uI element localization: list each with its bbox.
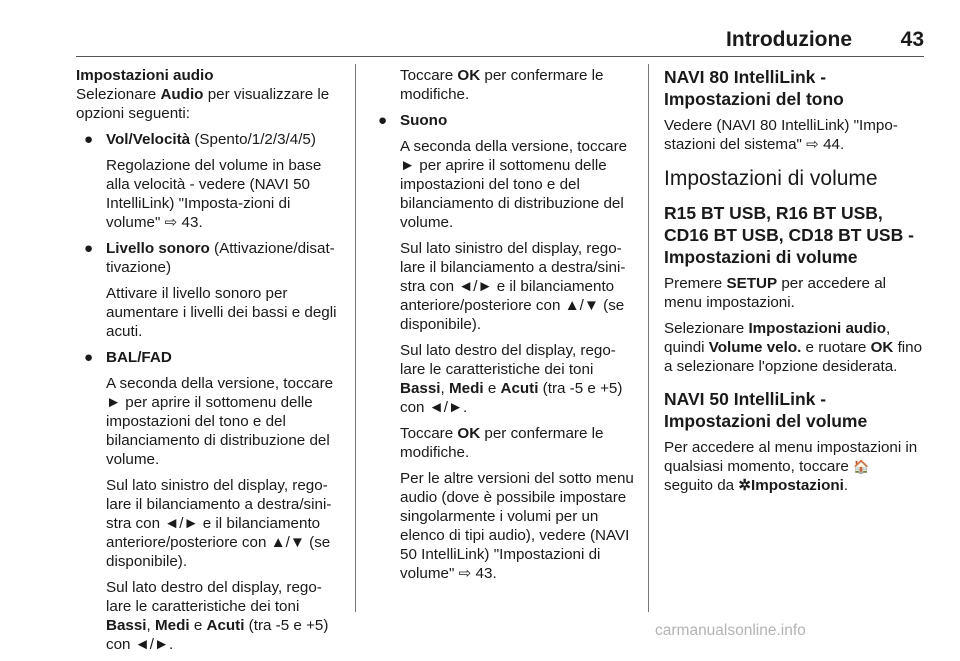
heading-volume-settings: Impostazioni di volume [664, 167, 878, 190]
column-divider-2 [648, 64, 649, 612]
heading-r15-volume: R15 BT USB, R16 BT USB, CD16 BT USB, CD18 BT USB - Impostazioni di volume [664, 203, 914, 267]
arrow-right-icon: ► [106, 394, 122, 411]
bullet-loudness: ● Livello sonoro (Attivazione/disat-tivazione) Attivare il livello sonoro per aumentare i livelli dei bassi e degli acuti. [84, 240, 337, 340]
home-icon: 🏠 [853, 459, 870, 474]
watermark: carmanualsonline.info [655, 622, 806, 639]
arrow-up-down-icon: ▲/▼ [564, 297, 599, 314]
column-2 [370, 66, 634, 590]
audio-settings-heading: Impostazioni audio [76, 67, 214, 84]
arrow-up-down-icon: ▲/▼ [270, 534, 305, 551]
bullet-icon: ● [378, 112, 388, 129]
bullet-icon: ● [84, 131, 94, 148]
r15-setup-text: Premere SETUP per accedere al menu impostazioni. [664, 275, 887, 311]
page-number: 43 [900, 28, 924, 51]
page-ref-icon: ⇨ [458, 565, 472, 582]
heading-navi50-volume: NAVI 50 IntelliLink - Impostazioni del volume [664, 389, 868, 431]
column-divider-1 [355, 64, 356, 612]
page-header [76, 28, 924, 54]
bullet-icon: ● [84, 240, 94, 257]
arrow-right-icon: ► [400, 157, 416, 174]
page-ref-icon: ⇨ [806, 136, 819, 153]
page-ref-icon: ⇨ [164, 214, 178, 231]
column-1 [76, 66, 342, 661]
column-3 [664, 66, 926, 502]
bullet-icon: ● [84, 349, 94, 366]
navi80-tone-text: Vedere (NAVI 80 IntelliLink) "Impo-stazioni del sistema" ⇨ 44. [664, 117, 898, 153]
audio-intro: Selezionare Audio per visualizzare le opzioni seguenti: [76, 86, 330, 122]
bullet-sound: ● Suono A seconda della versione, toccare ► per aprire il sottomenu delle impostazioni del tono e del bilanciamento di distribuzione del volume. Sul lato sinistro del display, rego-lare il bilanciamento a destra/sini-stra con ◄/► e il bilanciamento anteriore/posteriore con ▲/▼ (se disponibile). Sul lato destro del display, rego-lare le caratteristiche dei toni Bassi, Medi e Acuti (tra -5 e +5) con ◄/►. Toccare OK per confermare le modifiche. Per le altre versioni del sotto menu audio (dove è possibile impostare singolarmente i volumi per un elenco di tipi audio), vedere (NAVI 50 IntelliLink) "Impostazioni di volume" ⇨ 43. [378, 112, 634, 582]
section-title: Introduzione [726, 28, 852, 51]
bullet-continuation: Toccare OK per confermare le modifiche. [400, 67, 604, 103]
navi50-text: Per accedere al menu impostazioni in qualsiasi momento, toccare 🏠 seguito da ✲Impostazioni. [664, 439, 918, 494]
arrow-left-right-icon: ◄/► [428, 399, 464, 416]
bullet-bal-fad: ● BAL/FAD A seconda della versione, toccare ► per aprire il sottomenu delle impostazioni del tono e del bilanciamento di distribuzione del volume. Sul lato sinistro del display, rego-lare il bilanciamento a destra/sini-stra con ◄/► e il bilanciamento anteriore/posteriore con ▲/▼ (se disponibile). Sul lato destro del display, rego-lare le caratteristiche dei toni Bassi, Medi e Acuti (tra -5 e +5) con ◄/►. [84, 349, 334, 653]
header-rule [76, 56, 924, 57]
arrow-left-right-icon: ◄/► [134, 636, 170, 653]
gear-icon: ✲ [738, 477, 752, 494]
bullet-vol-speed: ● Vol/Velocità (Spento/1/2/3/4/5) Regolazione del volume in base alla velocità - vedere (NAVI 50 IntelliLink) "Imposta-zioni di volume" ⇨ 43. [84, 131, 322, 231]
heading-navi80-tone: NAVI 80 IntelliLink - Impostazioni del tono [664, 67, 844, 109]
r15-select-text: Selezionare Impostazioni audio, quindi Volume velo. e ruotare OK fino a selezionare l'opzione desiderata. [664, 320, 923, 375]
arrow-left-right-icon: ◄/► [164, 515, 199, 532]
arrow-left-right-icon: ◄/► [458, 278, 493, 295]
